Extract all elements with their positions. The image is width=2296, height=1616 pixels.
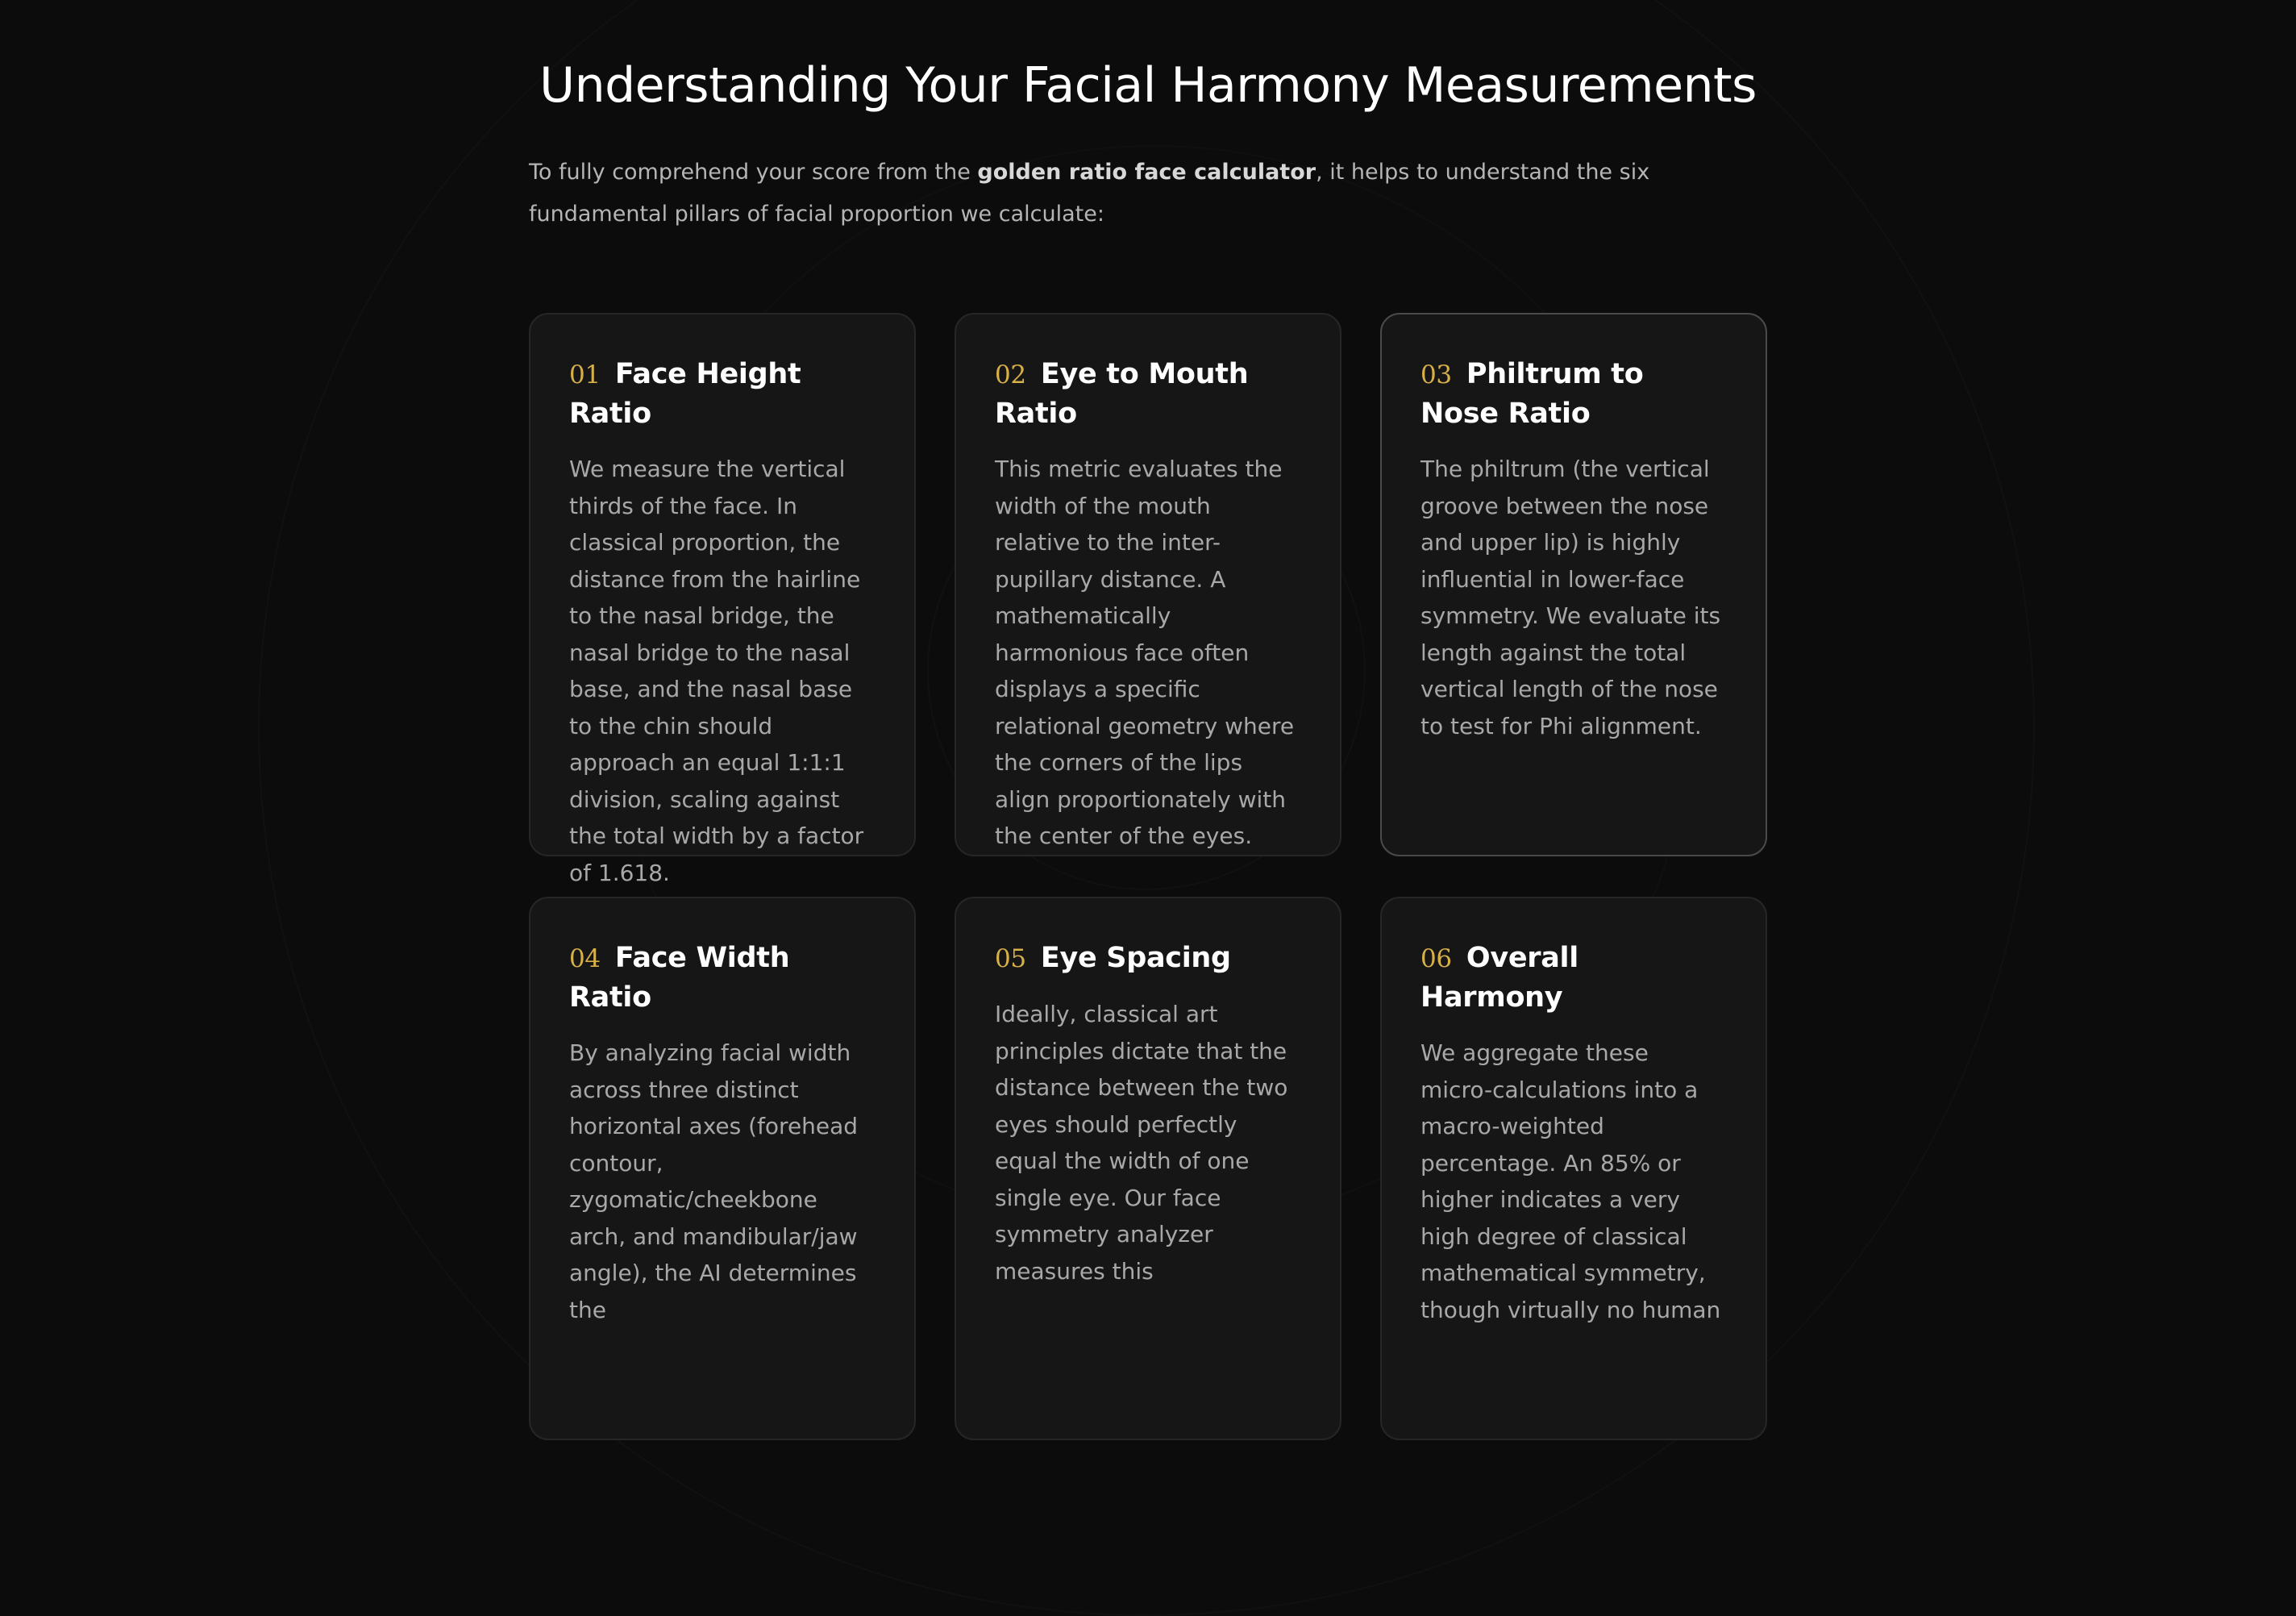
card-face-width-ratio [529, 897, 916, 1440]
intro-paragraph [529, 152, 1754, 235]
card-philtrum-to-nose-ratio [1380, 313, 1767, 856]
intro-highlight: golden ratio face calculator [977, 160, 1316, 185]
card-face-height-ratio [529, 313, 916, 886]
card-title [569, 355, 876, 433]
card-number: 04 [569, 944, 601, 973]
card-description: Ideally, classical art principles dictate that the distance between the two eyes should perfectly equal the width of one single eye. Our face symmetry analyzer measures this [995, 1001, 1288, 1285]
intro-text-after: , it helps to understand the six fundamental pillars of facial proportion we calculate: [529, 160, 1650, 227]
measurement-cards-grid [529, 313, 1767, 1440]
card-description: We aggregate these micro-calculations into a macro-weighted percentage. An 85% or higher indicates a very high degree of classical mathematical symmetry, though virtually no human [1420, 1039, 1721, 1323]
card-eye-to-mouth-ratio [955, 313, 1341, 856]
card-number: 03 [1420, 360, 1452, 389]
card-number: 02 [995, 360, 1026, 389]
card-description: We measure the vertical thirds of the face. In classical proportion, the distance from the hairline to the nasal bridge, the nasal bridge to the nasal base, and the nasal base to the chin should approach an equal 1:1:1 division, scaling against the total width by a factor of 1.618. [569, 456, 864, 886]
card-number: 05 [995, 944, 1026, 973]
card-number: 01 [569, 360, 601, 389]
card-description: By analyzing facial width across three distinct horizontal axes (forehead contour, zygomatic/cheekbone arch, and mandibular/jaw angle), the AI determines the [569, 1039, 859, 1323]
card-title-text: Eye to Mouth Ratio [995, 358, 1249, 430]
card-overall-harmony [1380, 897, 1767, 1440]
card-title [995, 355, 1301, 433]
page-title: Understanding Your Facial Harmony Measurements [539, 57, 1757, 114]
intro-text-before: To fully comprehend your score from the [529, 160, 978, 185]
card-title [995, 939, 1301, 978]
card-title-text: Face Width Ratio [569, 942, 790, 1014]
card-title-text: Eye Spacing [1040, 942, 1231, 974]
card-title [1420, 355, 1727, 433]
card-description: The philtrum (the vertical groove between the nose and upper lip) is highly influential in lower-face symmetry. We evaluate its length against the total vertical length of the nose to test for Phi alignment. [1420, 456, 1721, 739]
card-number: 06 [1420, 944, 1452, 973]
card-title-text: Philtrum to Nose Ratio [1420, 358, 1644, 430]
card-eye-spacing [955, 897, 1341, 1440]
card-description: This metric evaluates the width of the mouth relative to the inter-pupillary distance. A mathematically harmonious face often displays a specific relational geometry where the corners of the lips align proportionately with the center of the eyes. [995, 456, 1295, 849]
card-title [569, 939, 876, 1017]
card-title-text: Face Height Ratio [569, 358, 801, 430]
card-title-text: Overall Harmony [1420, 942, 1578, 1014]
card-title [1420, 939, 1727, 1017]
